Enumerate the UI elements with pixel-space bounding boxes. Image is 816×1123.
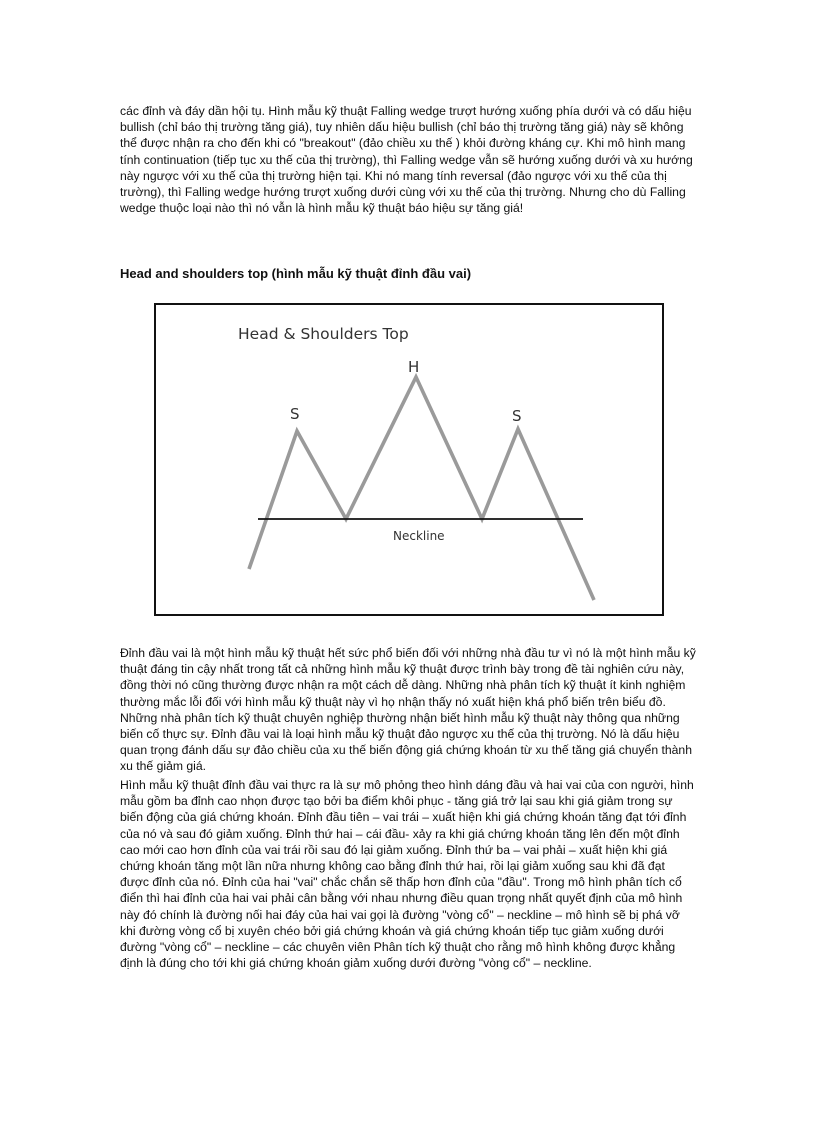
price-path [249, 377, 594, 600]
section-heading: Head and shoulders top (hình mẫu kỹ thuật đỉnh đầu vai) [120, 266, 472, 281]
head-and-shoulders-figure [154, 303, 664, 616]
left-shoulder-label: S [290, 405, 300, 423]
right-shoulder-label: S [512, 407, 522, 425]
intro-paragraph: các đỉnh và đáy dần hội tụ. Hình mẫu kỹ thuật Falling wedge trượt hướng xuống phía dưới và có dấu hiệu bullish (chỉ báo thị trường tăng giá), tuy nhiên dấu hiệu bullish (chỉ báo thị trường tăng giá) này sẽ không thể được nhận ra cho đến khi có "breakout" (đảo chiều xu thế ) khỏi đường kháng cự. Khi mô hình mang tính continuation (tiếp tục xu thế của thị trường), thì Falling wedge vẫn sẽ hướng xuống dưới và xu hướng này ngược với xu thế của thị trường hiện tại. Khi nó mang tính reversal (đảo ngược với xu thế của thị trường), thì Falling wedge hướng trượt xuống dưới cùng với xu thế của thị trường. Nhưng cho dù Falling wedge thuộc loại nào thì nó vẫn là hình mẫu kỹ thuật báo hiệu sự tăng giá! [120, 104, 693, 216]
figure-diagram [156, 305, 662, 614]
neckline-label: Neckline [393, 529, 445, 543]
figure-title: Head & Shoulders Top [238, 325, 409, 343]
body-paragraph-2: Hình mẫu kỹ thuật đỉnh đầu vai thực ra là sự mô phỏng theo hình dáng đầu và hai vai của con người, hình mẫu gồm ba đỉnh cao nhọn được tạo bởi ba điểm khôi phục - tăng giá trở lại sau khi giá giảm trong sự biến động của giá chứng khoán. Đỉnh đầu tiên – vai trái – xuất hiện khi giá chứng khoán tăng đạt tới đỉnh của nó và sau đó giảm xuống. Đỉnh thứ hai – cái đầu- xảy ra khi giá chứng khoán tăng lên đến một đỉnh cao mới cao hơn đỉnh của vai trái rồi sau đó lại giảm xuống. Đỉnh thứ ba – vai phải – xuất hiện khi giá chứng khoán tăng một lần nữa nhưng không cao bằng đỉnh thứ hai, rồi lại giảm xuống sau khi đã đạt được đỉnh của nó. Đỉnh của hai "vai" chắc chắn sẽ thấp hơn đỉnh của "đầu". Trong mô hình phân tích cổ điển thì hai đỉnh của hai vai phải cân bằng với nhau nhưng điều quan trọng nhất quyết định của mô hình này đó chính là đường nối hai đáy của hai vai gọi là đường "vòng cổ" – neckline – mô hình sẽ bị phá vỡ khi đường vòng cổ bị xuyên chéo bởi giá chứng khoán và giá chứng khoán tiếp tục giảm xuống dưới đường "vòng cổ" – neckline – các chuyên viên Phân tích kỹ thuật cho rằng mô hình không được khẳng định là đúng cho tới khi giá chứng khoán giảm xuống dưới đường "vòng cổ" – neckline. [120, 778, 694, 971]
body-paragraph-1: Đỉnh đầu vai là một hình mẫu kỹ thuật hết sức phổ biến đối với những nhà đầu tư vì nó là một hình mẫu kỹ thuật đáng tin cậy nhất trong tất cả những hình mẫu kỹ thuật được trình bày trong đề tài nghiên cứu này, đồng thời nó cũng thường được nhận ra một cách dễ dàng. Những nhà phân tích kỹ thuật ít kinh nghiệm thường mắc lỗi đối với hình mẫu kỹ thuật này vì họ nhận thấy nó xuất hiện khá phổ biến trên biểu đồ. Những nhà phân tích kỹ thuật chuyên nghiệp thường nhận biết hình mẫu kỹ thuật này thông qua những biến cố thực sự. Đỉnh đầu vai là loại hình mẫu kỹ thuật đảo ngược xu thế của thị trường. Nó là dấu hiệu quan trọng đánh dấu sự đảo chiều của xu thế biến động giá chứng khoán từ xu thế tăng giá chuyển thành xu thế giảm giá. [120, 646, 696, 774]
head-label: H [408, 358, 420, 376]
